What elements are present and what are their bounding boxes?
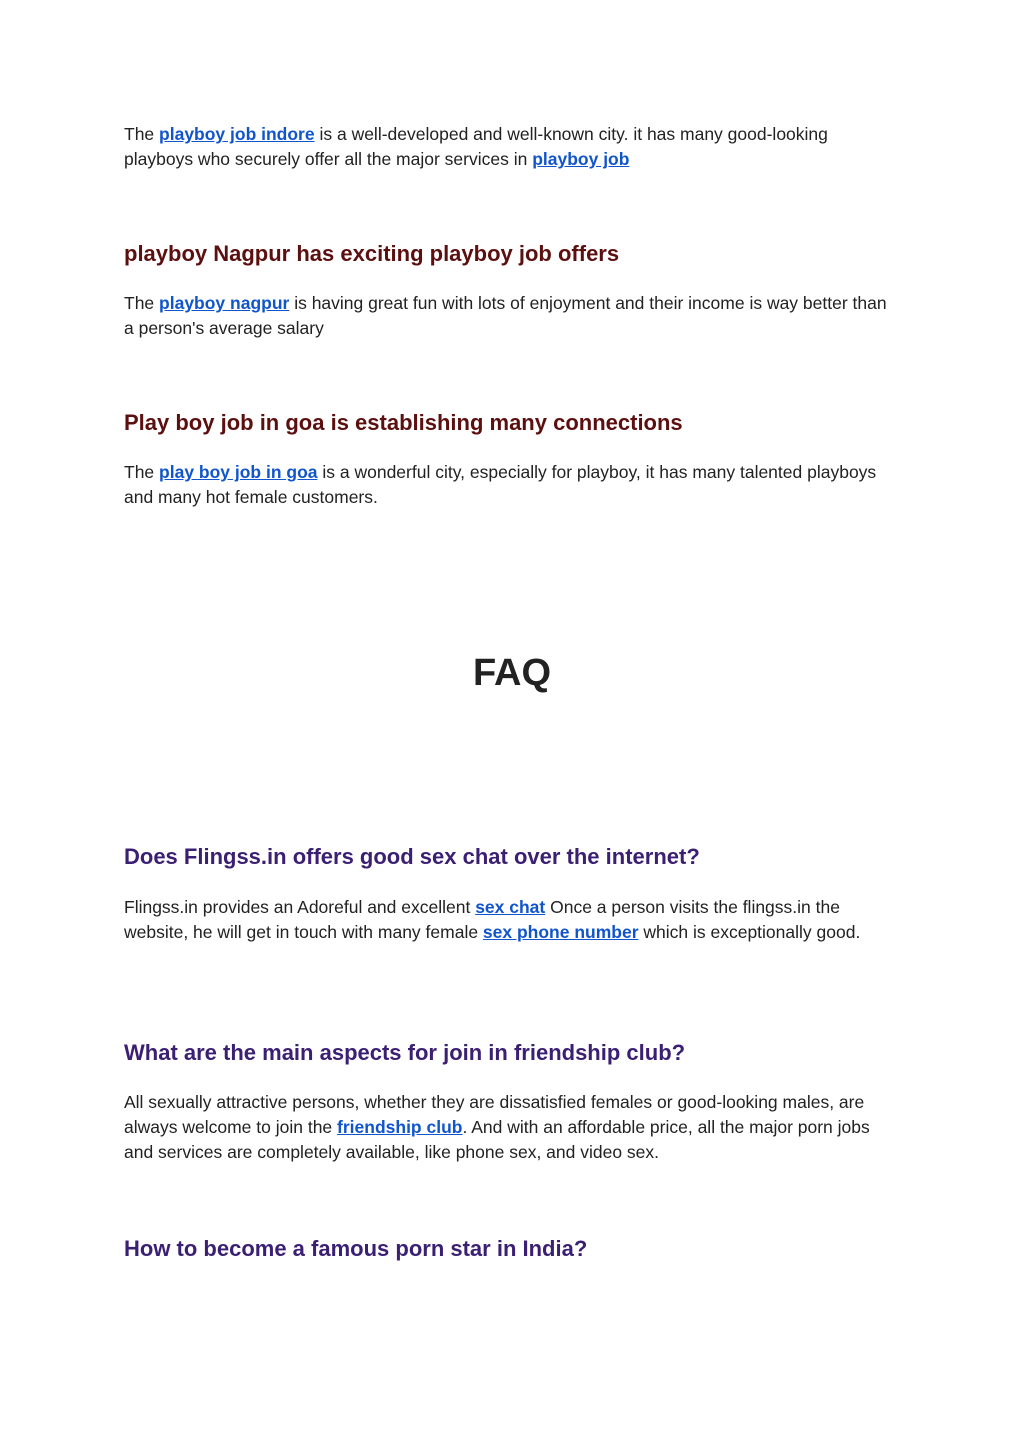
goa-text-end: is a wonderful city, especially for playboy, it has many talented playboys and many hot female customers. (124, 462, 877, 507)
nagpur-heading: playboy Nagpur has exciting playboy job offers (124, 241, 620, 266)
faq-answer-2-text-end: . And with an affordable price, all the major porn jobs and services are completely available, like phone sex, and video sex. (124, 1117, 870, 1162)
faq-question-1: Does Flingss.in offers good sex chat over the internet? (124, 844, 700, 869)
faq-question-2: What are the main aspects for join in friendship club? (124, 1040, 686, 1065)
faq-answer-1-text-end: which is exceptionally good. (638, 922, 861, 942)
goa-heading: Play boy job in goa is establishing many connections (124, 410, 683, 435)
faq-answer-1 (124, 895, 900, 945)
play-boy-job-in-goa-link[interactable]: play boy job in goa (159, 462, 318, 482)
nagpur-text-end: is having great fun with lots of enjoyment and their income is way better than a person's average salary (124, 293, 887, 338)
playboy-job-indore-link[interactable]: playboy job indore (159, 124, 315, 144)
playboy-nagpur-link[interactable]: playboy nagpur (159, 293, 290, 313)
sex-phone-number-link[interactable]: sex phone number (482, 922, 639, 942)
faq-answer-2-text-start: All sexually attractive persons, whether they are dissatisfied females or good-looking males, are always welcome to join the (124, 1092, 865, 1137)
nagpur-text-start: The (124, 293, 160, 313)
goa-text-start: The (124, 462, 160, 482)
faq-question-3: How to become a famous porn star in India? (124, 1236, 588, 1261)
sex-chat-link[interactable]: sex chat (475, 897, 546, 917)
intro-text-middle: is a well-developed and well-known city. it has many good-looking playboys who securely offer all the major services in (124, 124, 828, 169)
goa-paragraph (124, 460, 900, 510)
friendship-club-link[interactable]: friendship club (337, 1117, 463, 1137)
faq-title: FAQ (472, 652, 552, 694)
nagpur-paragraph (124, 291, 900, 341)
intro-text-start: The (124, 124, 160, 144)
faq-answer-1-text-middle: Once a person visits the flingss.in the website, he will get in touch with many female (124, 897, 840, 942)
intro-paragraph (124, 122, 900, 172)
playboy-job-link[interactable]: playboy job (532, 149, 630, 169)
faq-answer-1-text-start: Flingss.in provides an Adoreful and excellent (124, 897, 476, 917)
faq-answer-2 (124, 1090, 900, 1165)
